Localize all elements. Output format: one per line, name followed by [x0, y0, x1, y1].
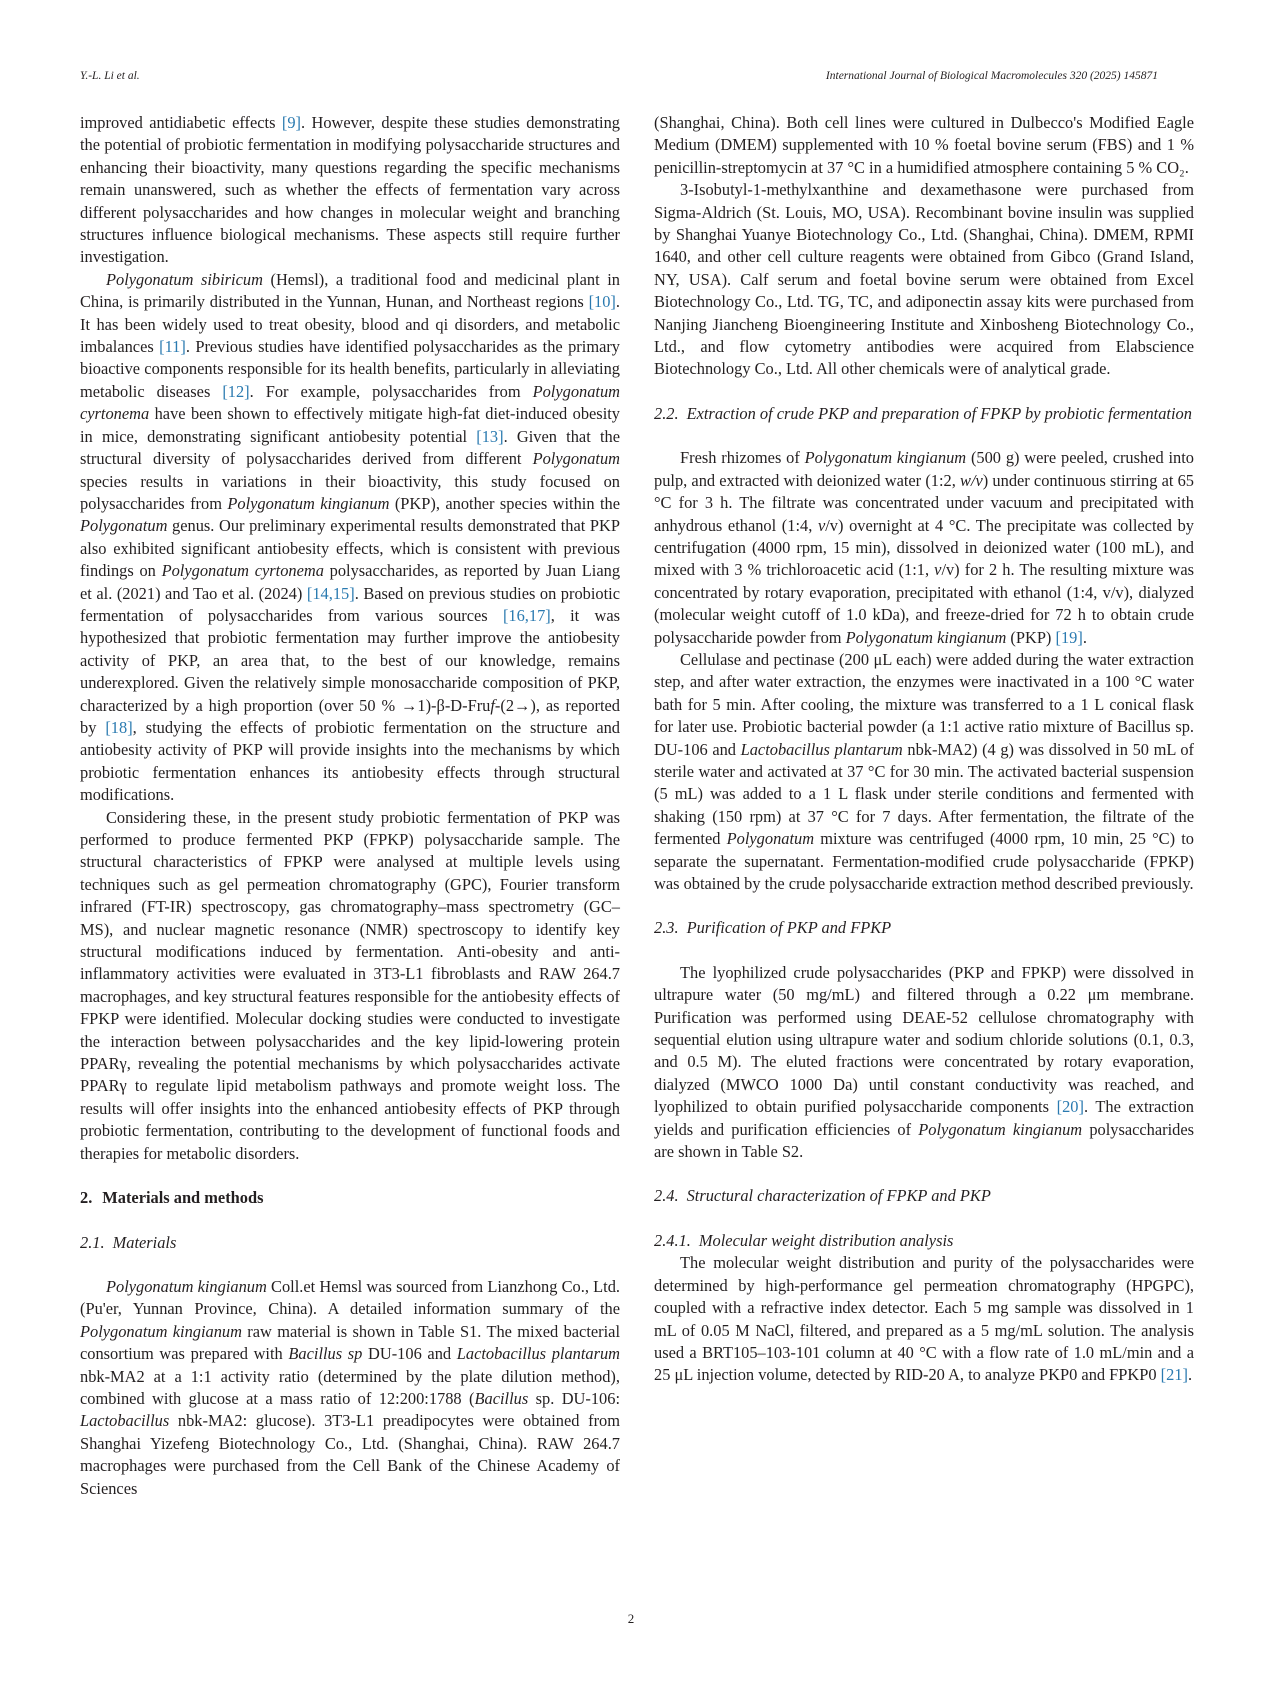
subsection-heading-materials: 2.1. Materials: [80, 1232, 177, 1252]
citation-link[interactable]: [11]: [159, 337, 186, 357]
citation-link[interactable]: [14,15]: [306, 583, 355, 603]
paragraph-molecular-weight: The molecular weight distribution and purity of the polysaccharides were determined by high-performance gel permeation chromatography (HPGPC), coupled with a refractive index detector. Each 5 mg sample was dissolved in 1 mL of 0.05 M NaCl, filtered, and prepared as a 5 mg/mL solution. The analysis used a BRT105–103-101 column at 40 °C with a flow rate of 1.0 mL/min and a 25 μL injection volume, detected by RID-20 A, to analyze PKP0 and FPKP0 [21].: [654, 1253, 1194, 1385]
subsection-heading-extraction: 2.2. Extraction of crude PKP and preparation of FPKP by probiotic fermentation: [654, 403, 1192, 423]
citation-link[interactable]: [10]: [588, 292, 616, 312]
running-header-authors: Y.-L. Li et al.: [80, 70, 140, 82]
paragraph-cell-culture: (Shanghai, China). Both cell lines were cultured in Dulbecco's Modified Eagle Medium (DMEM) supplemented with 10 % foetal bovine serum (FBS) and 1 % penicillin-streptomycin at 37 °C in a humidified atmosphere containing 5 % CO₂.: [654, 113, 1194, 177]
subsection-heading-structural-characterization: 2.4. Structural characterization of FPKP and PKP: [654, 1186, 991, 1206]
page-number: 2: [627, 1611, 635, 1626]
citation-link[interactable]: [9]: [281, 113, 301, 132]
paragraph-fermentation: Cellulase and pectinase (200 μL each) were added during the water extraction step, and after water extraction, the enzymes were inactivated in a 100 °C water bath for 5 min. After cooling, the mixture was transferred to a 1 L conical flask for later use. Probiotic bacterial powder (a 1:1 active ratio mixture of Bacillus sp. DU-106 and Lactobacillus plantarum nbk-MA2) (4 g) was dissolved in 50 mL of sterile water and activated at 37 °C for 30 min. The activated bacterial suspension (5 mL) was added to a 1 L flask under sterile conditions and fermented with shaking (150 rpm) at 37 °C for 7 days. After fermentation, the filtrate of the fermented Polygonatum mixture was centrifuged (4000 rpm, 10 min, 25 °C) to separate the supernatant. Fermentation-modified crude polysaccharide (FPKP) was obtained by the crude polysaccharide extraction method described previously.: [654, 649, 1194, 893]
citation-link[interactable]: [19]: [1055, 627, 1083, 647]
paragraph-reagents: 3-Isobutyl-1-methylxanthine and dexamethasone were purchased from Sigma-Aldrich (St. Louis, MO, USA). Recombinant bovine insulin was supplied by Shanghai Yuanye Biotechnology Co., Ltd. (Shanghai, China). DMEM, RPMI 1640, and other cell culture reagents were obtained from Gibco (Grand Island, NY, USA). Calf serum and foetal bovine serum were obtained from Excel Biotechnology Co., Ltd. TG, TC, and adiponectin assay kits were purchased from Nanjing Jiancheng Bioengineering Institute and Xinbosheng Biotechnology Co., Ltd., and flow cytometry antibodies were acquired from Elabscience Biotechnology Co., Ltd. All other chemicals were of analytical grade.: [654, 180, 1194, 379]
subsubsection-heading-molecular-weight: 2.4.1. Molecular weight distribution analysis: [654, 1230, 954, 1250]
paragraph-materials: Polygonatum kingianum Coll.et Hemsl was sourced from Lianzhong Co., Ltd. (Pu'er, Yunnan Province, China). A detailed information summary of the Polygonatum kingianum raw material is shown in Table S1. The mixed bacterial consortium was prepared with Bacillus sp DU-106 and Lactobacillus plantarum nbk-MA2 at a 1:1 activity ratio (determined by the plate dilution method), combined with glucose at a mass ratio of 12:200:1788 (Bacillus sp. DU-106: Lactobacillus nbk-MA2: glucose). 3T3-L1 preadipocytes were obtained from Shanghai Yizefeng Biotechnology Co., Ltd. (Shanghai, China). RAW 264.7 macrophages were purchased from the Cell Bank of the Chinese Academy of Sciences: [80, 1276, 620, 1498]
paragraph-intro-continued: improved antidiabetic effects [9]. However, despite these studies demonstrating the potential of probiotic fermentation in modifying polysaccharide structures and enhancing their bioactivity, many questions regarding the specific mechanisms remain unanswered, such as whether the effects of fermentation vary across different polysaccharides and how changes in molecular weight and branching structures influence biological mechanisms. These aspects still require further investigation.: [80, 113, 620, 267]
paragraph-study-overview: Considering these, in the present study probiotic fermentation of PKP was performed to produce fermented PKP (FPKP) polysaccharide sample. The structural characteristics of FPKP were analysed at multiple levels using techniques such as gel permeation chromatography (GPC), Fourier transform infrared (FT-IR) spectroscopy, gas chromatography–mass spectrometry (GC–MS), and nuclear magnetic resonance (NMR) spectroscopy to identify key structural modifications induced by fermentation. Anti-obesity and anti-inflammatory activities were evaluated in 3T3-L1 fibroblasts and RAW 264.7 macrophages, and key structural features responsible for the antiobesity effects of FPKP were identified. Molecular docking studies were conducted to investigate the interaction between polysaccharides and the key lipid-lowering protein PPARγ, revealing the potential mechanisms by which polysaccharides activate PPARγ to regulate lipid metabolism pathways and promote weight loss. The results will offer insights into the enhanced antiobesity effects of PKP through probiotic fermentation, contributing to the development of functional foods and therapies for metabolic disorders.: [80, 807, 620, 1163]
left-column: [80, 112, 620, 1500]
citation-link[interactable]: [12]: [222, 381, 250, 401]
right-column: [654, 112, 1194, 1387]
citation-link[interactable]: [21]: [1160, 1365, 1188, 1385]
citation-link[interactable]: [13]: [476, 426, 504, 446]
citation-link[interactable]: [16,17]: [502, 605, 551, 625]
paragraph-extraction: Fresh rhizomes of Polygonatum kingianum (500 g) were peeled, crushed into pulp, and extracted with deionized water (1:2, w/v) under continuous stirring at 65 °C for 3 h. The filtrate was concentrated under vacuum and precipitated with anhydrous ethanol (1:4, v/v) overnight at 4 °C. The precipitate was collected by centrifugation (4000 rpm, 15 min), dissolved in deionized water (100 mL), and mixed with 3 % trichloroacetic acid (1:1, v/v) for 2 h. The resulting mixture was concentrated by rotary evaporation, precipitated with ethanol (1:4, v/v), dialyzed (molecular weight cutoff of 1.0 kDa), and freeze-dried for 72 h to obtain crude polysaccharide powder from Polygonatum kingianum (PKP) [19].: [654, 448, 1195, 647]
paragraph-polygonatum: Polygonatum sibiricum (Hemsl), a traditional food and medicinal plant in China, is primarily distributed in the Yunnan, Hunan, and Northeast regions [10]. It has been widely used to treat obesity, blood and qi disorders, and metabolic imbalances [11]. Previous studies have identified polysaccharides as the primary bioactive components responsible for its health benefits, particularly in alleviating metabolic diseases [12]. For example, polysaccharides from Polygonatum cyrtonema have been shown to effectively mitigate high-fat diet-induced obesity in mice, demonstrating significant antiobesity potential [13]. Given that the structural diversity of polysaccharides derived from different Polygonatum species results in variations in their bioactivity, this study focused on polysaccharides from Polygonatum kingianum (PKP), another species within the Polygonatum genus. Our preliminary experimental results demonstrated that PKP also exhibited significant antiobesity effects, which is consistent with previous findings on Polygonatum cyrtonema polysaccharides, as reported by Juan Liang et al. (2021) and Tao et al. (2024) [14,15]. Based on previous studies on probiotic fermentation of polysaccharides from various sources [16,17], it was hypothesized that probiotic fermentation may further improve the antiobesity activity of PKP, an area that, to the best of our knowledge, remains underexplored. Given the relatively simple monosaccharide composition of PKP, characterized by a high proportion (over 50 % →1)-β-D-Fruf-(2→), as reported by [18], studying the effects of probiotic fermentation on the structure and antiobesity activity of PKP will provide insights into the mechanisms by which probiotic fermentation enhances its antiobesity effects through structural modifications.: [80, 269, 621, 805]
citation-link[interactable]: [20]: [1056, 1097, 1084, 1117]
running-header-journal: International Journal of Biological Macromolecules 320 (2025) 145871: [825, 70, 1158, 82]
subsection-heading-purification: 2.3. Purification of PKP and FPKP: [654, 918, 892, 938]
section-heading-materials-methods: 2. Materials and methods: [80, 1188, 264, 1208]
paragraph-purification: The lyophilized crude polysaccharides (PKP and FPKP) were dissolved in ultrapure water (50 mg/mL) and filtered through a 0.22 μm membrane. Purification was performed using DEAE-52 cellulose chromatography with sequential elution using ultrapure water and sodium chloride solutions (0.1, 0.3, and 0.5 M). The eluted fractions were concentrated by rotary evaporation, dialyzed (MWCO 1000 Da) until constant conductivity was reached, and lyophilized to obtain purified polysaccharide components [20]. The extraction yields and purification efficiencies of Polygonatum kingianum polysaccharides are shown in Table S2.: [654, 962, 1195, 1162]
citation-link[interactable]: [18]: [105, 717, 133, 737]
